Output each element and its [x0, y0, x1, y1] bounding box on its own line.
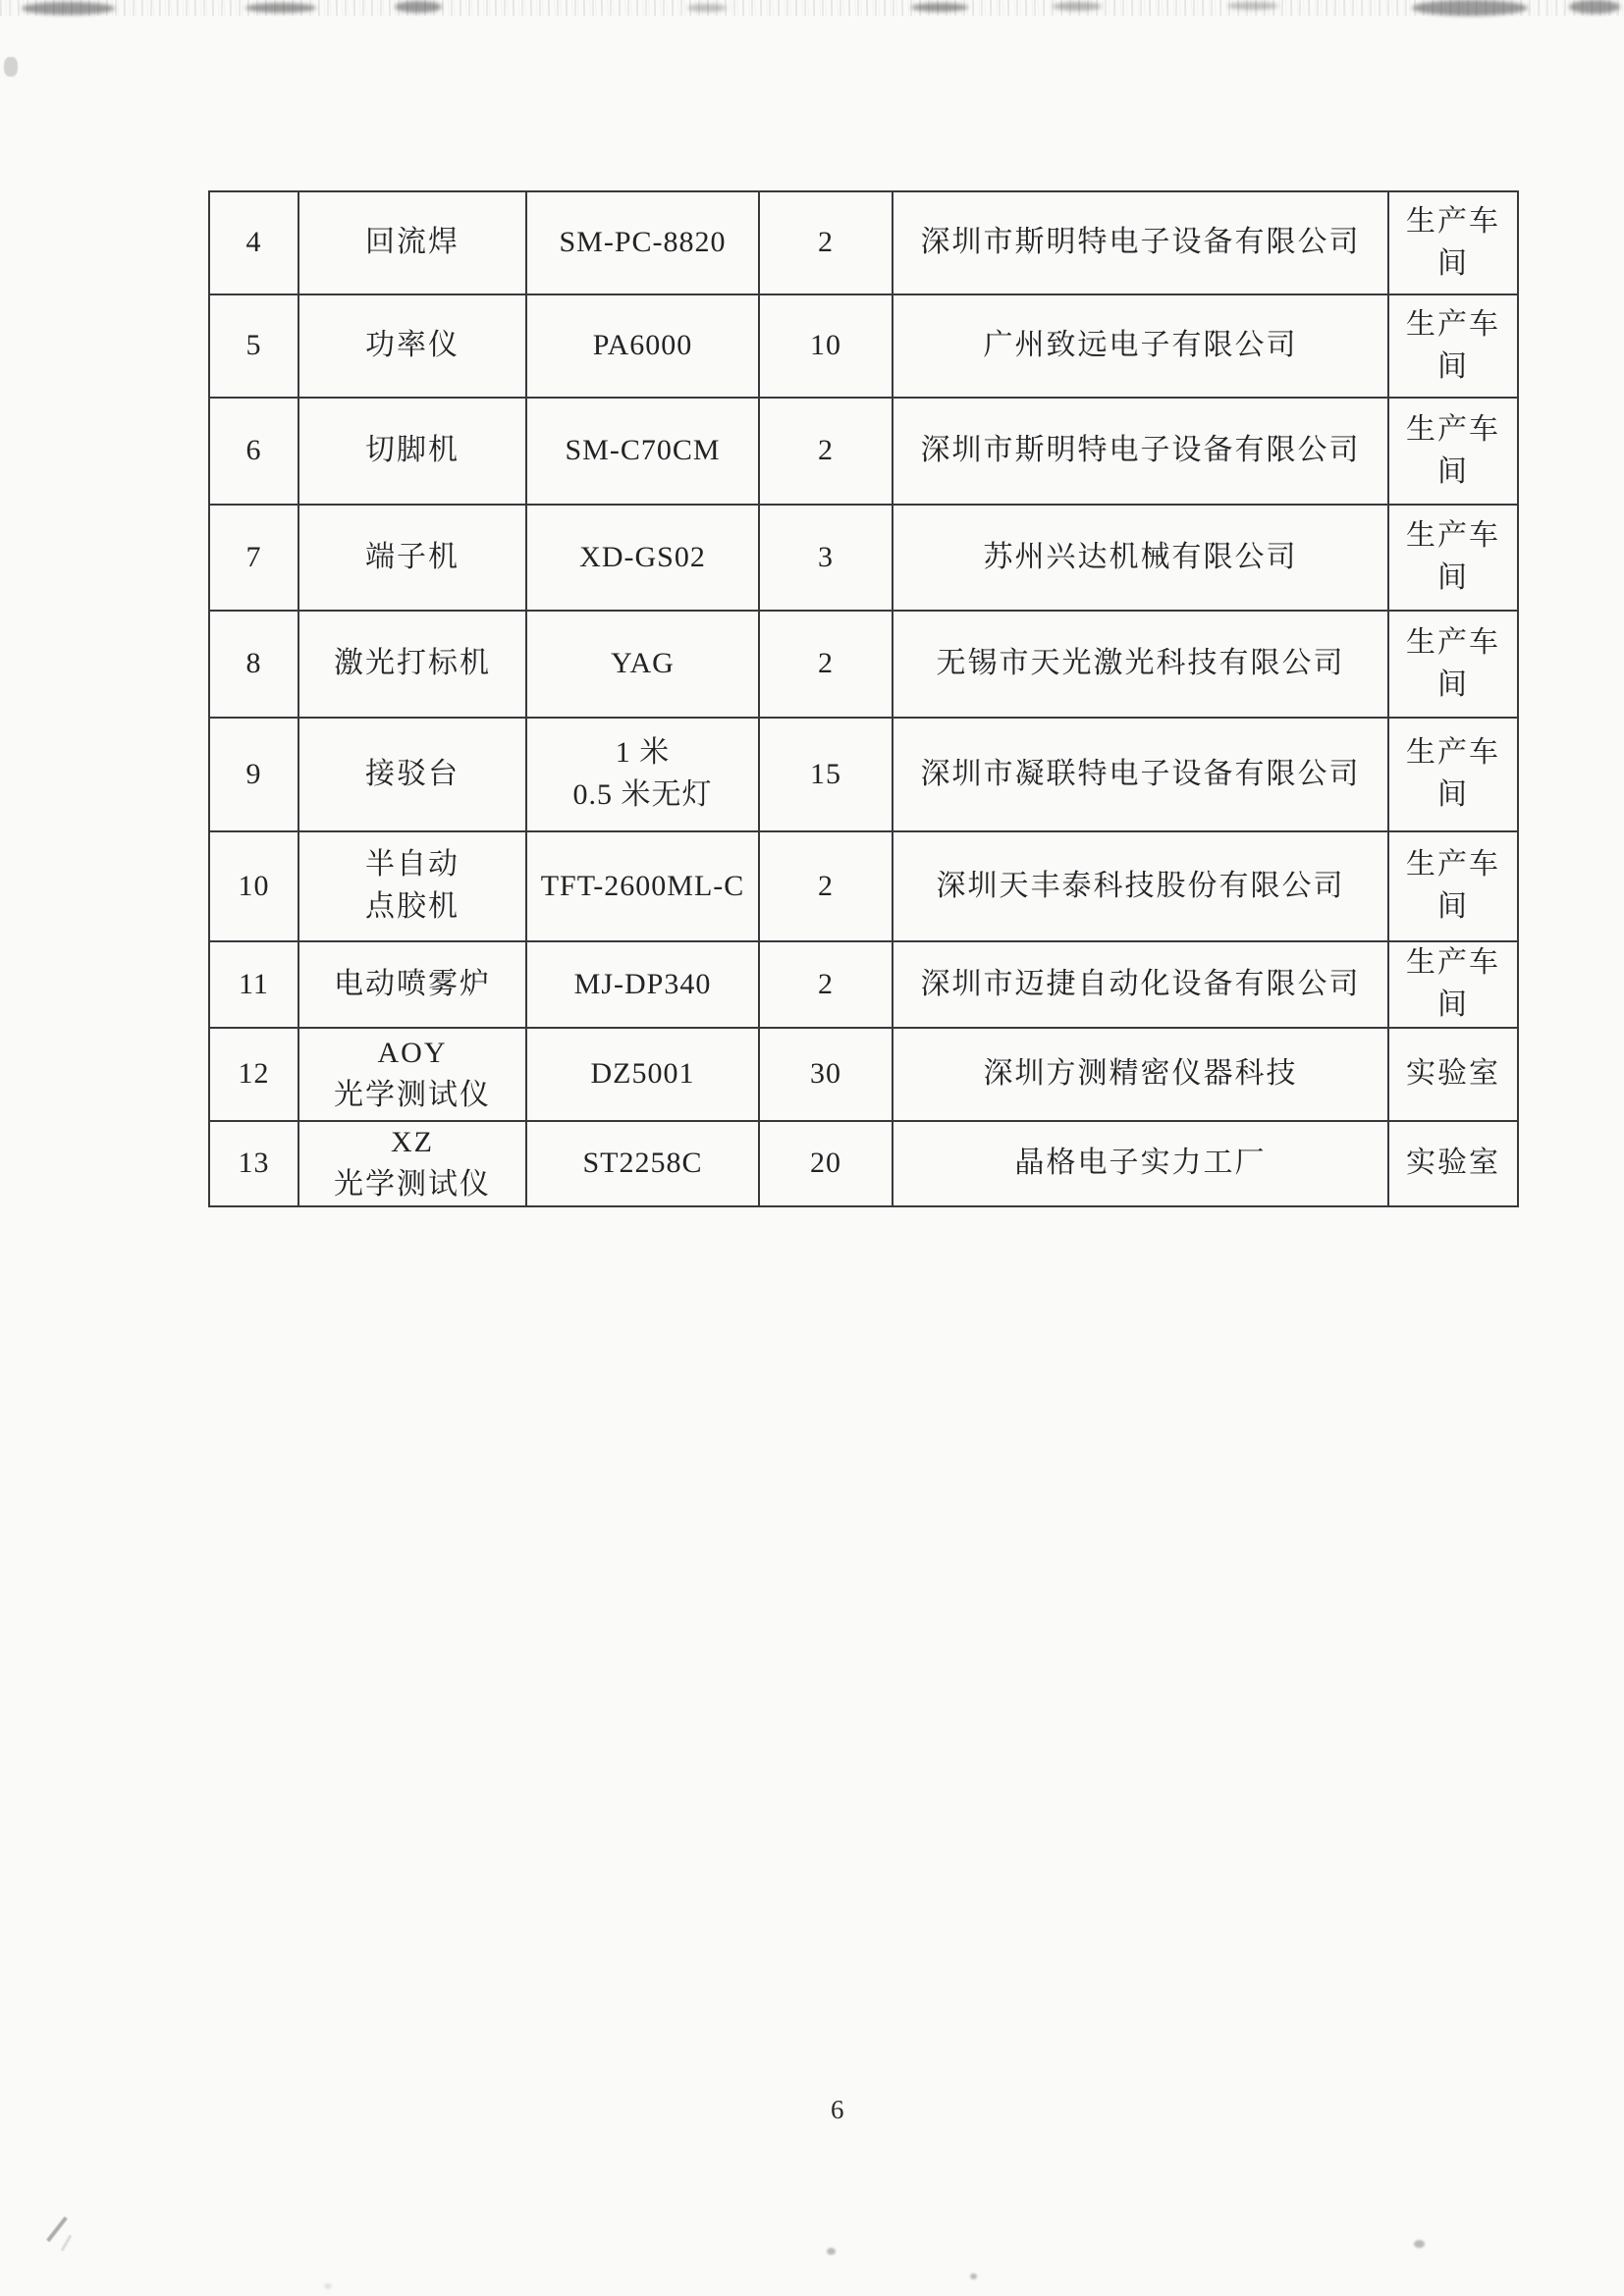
- scan-artifact: [22, 2, 115, 15]
- cell-supplier: 深圳市迈捷自动化设备有限公司: [893, 941, 1388, 1028]
- scan-artifact: [1053, 2, 1102, 11]
- cell-supplier: 广州致远电子有限公司: [893, 294, 1388, 398]
- cell-model: MJ-DP340: [526, 941, 759, 1028]
- cell-model: XD-GS02: [526, 505, 759, 611]
- cell-model: PA6000: [526, 294, 759, 398]
- cell-quantity: 30: [759, 1028, 893, 1121]
- cell-model: 1 米 0.5 米无灯: [526, 718, 759, 831]
- equipment-table: [208, 190, 1519, 1207]
- cell-equipment-name: 端子机: [298, 505, 526, 611]
- cell-model: YAG: [526, 611, 759, 718]
- cell-supplier: 晶格电子实力工厂: [893, 1121, 1388, 1206]
- cell-supplier: 苏州兴达机械有限公司: [893, 505, 1388, 611]
- table-row: [209, 611, 1518, 718]
- cell-equipment-name: 半自动 点胶机: [298, 831, 526, 941]
- cell-equipment-name: 回流焊: [298, 191, 526, 294]
- cell-quantity: 20: [759, 1121, 893, 1206]
- cell-index: 6: [209, 398, 298, 505]
- cell-location: 实验室: [1388, 1121, 1518, 1206]
- cell-location: 生产车间: [1388, 831, 1518, 941]
- cell-index: 8: [209, 611, 298, 718]
- table-row: [209, 191, 1518, 294]
- cell-supplier: 深圳方测精密仪器科技: [893, 1028, 1388, 1121]
- cell-location: 生产车间: [1388, 611, 1518, 718]
- cell-index: 12: [209, 1028, 298, 1121]
- table-row: [209, 718, 1518, 831]
- scan-artifact: [827, 2248, 836, 2255]
- cell-supplier: 无锡市天光激光科技有限公司: [893, 611, 1388, 718]
- cell-quantity: 10: [759, 294, 893, 398]
- cell-quantity: 2: [759, 941, 893, 1028]
- cell-quantity: 3: [759, 505, 893, 611]
- table-row: [209, 831, 1518, 941]
- cell-supplier: 深圳市斯明特电子设备有限公司: [893, 398, 1388, 505]
- table-row: [209, 1121, 1518, 1206]
- cell-location: 生产车间: [1388, 505, 1518, 611]
- cell-location: 生产车间: [1388, 191, 1518, 294]
- cell-supplier: 深圳市斯明特电子设备有限公司: [893, 191, 1388, 294]
- page-number: 6: [831, 2095, 844, 2124]
- cell-supplier: 深圳天丰泰科技股份有限公司: [893, 831, 1388, 941]
- cell-index: 4: [209, 191, 298, 294]
- cell-quantity: 2: [759, 611, 893, 718]
- cell-quantity: 15: [759, 718, 893, 831]
- scan-artifact: [911, 3, 968, 12]
- cell-index: 11: [209, 941, 298, 1028]
- scan-artifact: [245, 3, 316, 13]
- cell-index: 5: [209, 294, 298, 398]
- scan-artifact: [46, 2216, 68, 2242]
- scan-artifact: [970, 2273, 977, 2279]
- table-row: [209, 294, 1518, 398]
- cell-model: SM-PC-8820: [526, 191, 759, 294]
- cell-equipment-name: 激光打标机: [298, 611, 526, 718]
- cell-model: TFT-2600ML-C: [526, 831, 759, 941]
- cell-index: 9: [209, 718, 298, 831]
- cell-location: 生产车间: [1388, 294, 1518, 398]
- cell-location: 生产车间: [1388, 941, 1518, 1028]
- table-row: [209, 1028, 1518, 1121]
- scan-artifact: [1569, 0, 1620, 14]
- cell-model: SM-C70CM: [526, 398, 759, 505]
- cell-equipment-name: 切脚机: [298, 398, 526, 505]
- scan-artifact: [61, 2234, 73, 2251]
- scan-artifact: [4, 57, 18, 77]
- scan-noise-band: [0, 0, 1624, 16]
- cell-quantity: 2: [759, 191, 893, 294]
- cell-location: 生产车间: [1388, 718, 1518, 831]
- cell-equipment-name: XZ 光学测试仪: [298, 1121, 526, 1206]
- cell-index: 10: [209, 831, 298, 941]
- cell-equipment-name: 接驳台: [298, 718, 526, 831]
- table-row: [209, 398, 1518, 505]
- equipment-table-body: [209, 191, 1518, 1206]
- cell-equipment-name: AOY 光学测试仪: [298, 1028, 526, 1121]
- cell-index: 13: [209, 1121, 298, 1206]
- table-row: [209, 505, 1518, 611]
- scan-artifact: [324, 2283, 332, 2289]
- scan-artifact: [1414, 2240, 1425, 2248]
- cell-quantity: 2: [759, 831, 893, 941]
- scan-artifact: [687, 4, 727, 12]
- cell-index: 7: [209, 505, 298, 611]
- cell-location: 实验室: [1388, 1028, 1518, 1121]
- table-row: [209, 941, 1518, 1028]
- cell-equipment-name: 电动喷雾炉: [298, 941, 526, 1028]
- cell-model: ST2258C: [526, 1121, 759, 1206]
- cell-location: 生产车间: [1388, 398, 1518, 505]
- cell-model: DZ5001: [526, 1028, 759, 1121]
- scan-artifact: [1227, 2, 1278, 10]
- scan-artifact: [395, 1, 442, 13]
- cell-equipment-name: 功率仪: [298, 294, 526, 398]
- cell-supplier: 深圳市凝联特电子设备有限公司: [893, 718, 1388, 831]
- cell-quantity: 2: [759, 398, 893, 505]
- scan-artifact: [1412, 0, 1528, 16]
